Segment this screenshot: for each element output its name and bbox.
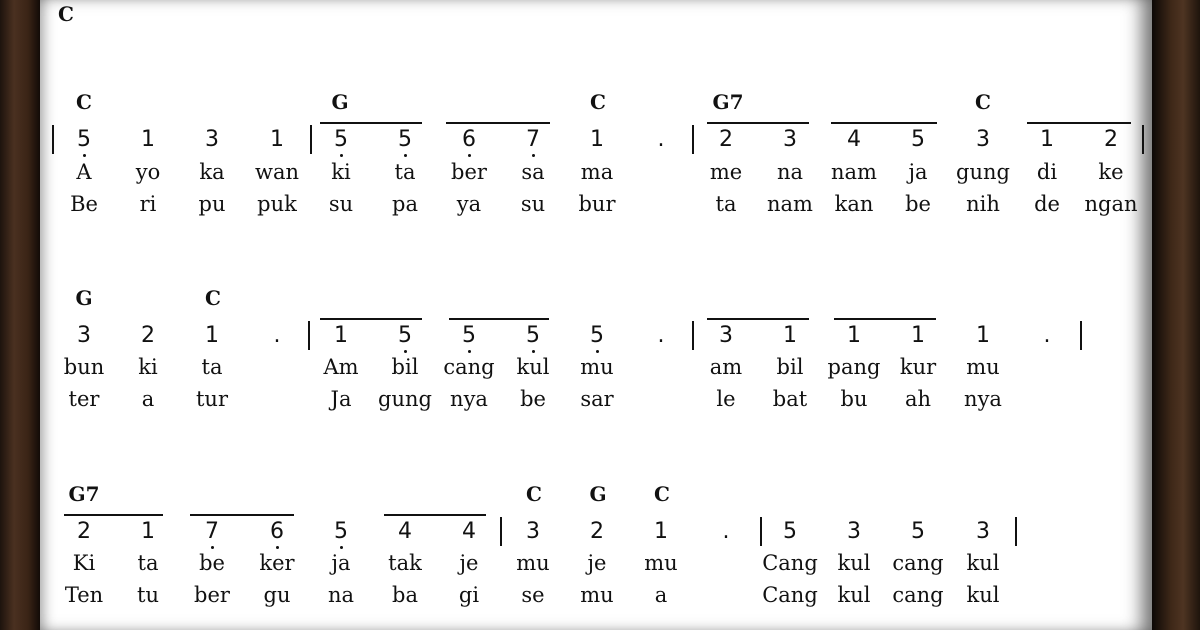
lyric-verse-2: bat — [772, 387, 808, 411]
lyric-verse-2: pa — [392, 192, 418, 216]
lyric-verse-2: a — [141, 387, 155, 411]
chord-symbol: C — [590, 90, 606, 114]
lyric-verse-2: na — [327, 583, 355, 607]
lyric-verse-1: bil — [391, 355, 419, 379]
chord-symbol: G — [331, 90, 349, 114]
lyric-verse-1: na — [776, 160, 804, 184]
beam-line — [190, 514, 294, 516]
note-dot: . — [657, 323, 665, 348]
lyric-verse-1: Ki — [72, 551, 96, 575]
note-number: 1 — [976, 323, 990, 348]
lyric-verse-2: ta — [715, 192, 737, 216]
lyric-verse-2: se — [521, 583, 545, 607]
lyric-verse-1: ta — [394, 160, 416, 184]
note-number: 5 — [77, 127, 91, 152]
lyric-verse-1: je — [587, 551, 607, 575]
note-number: 1 — [783, 323, 797, 348]
lyric-verse-2: Cang — [762, 583, 818, 607]
lyric-verse-1: cang — [443, 355, 495, 379]
bar-line — [760, 517, 762, 546]
lyric-verse-1: kul — [966, 551, 1000, 575]
lyric-verse-1: ki — [331, 160, 351, 184]
note-number: 1 — [205, 323, 219, 348]
note-number: 3 — [205, 127, 219, 152]
lyric-verse-1: ja — [331, 551, 351, 575]
lyric-verse-2: gu — [263, 583, 291, 607]
note-number: 5 — [526, 323, 540, 348]
note-number: 1 — [654, 519, 668, 544]
lyric-verse-1: yo — [135, 160, 161, 184]
lyric-verse-2: gi — [458, 583, 480, 607]
lyric-verse-1: mu — [580, 355, 614, 379]
lyric-verse-1: bil — [776, 355, 804, 379]
note-number: 7 — [205, 519, 219, 544]
note-number: 1 — [1040, 127, 1054, 152]
lyric-verse-1: nam — [831, 160, 877, 184]
lyric-verse-1: be — [199, 551, 225, 575]
chord-symbol: C — [205, 286, 221, 310]
chord-symbol: C — [76, 90, 92, 114]
lyric-verse-2: tur — [195, 387, 229, 411]
chord-symbol: G — [75, 286, 93, 310]
note-number: 1 — [847, 323, 861, 348]
beam-line — [64, 514, 163, 516]
lyric-verse-2: gung — [378, 387, 432, 411]
lyric-verse-2: ah — [904, 387, 932, 411]
lyric-verse-2: ya — [456, 192, 482, 216]
lyric-verse-2: ba — [392, 583, 418, 607]
lyric-verse-2: nya — [450, 387, 488, 411]
lyric-verse-1: me — [709, 160, 743, 184]
note-number: 6 — [270, 519, 284, 544]
note-number: 3 — [526, 519, 540, 544]
note-number: 2 — [141, 323, 155, 348]
lyric-verse-1: am — [709, 355, 743, 379]
note-number: 5 — [334, 519, 348, 544]
note-number: 4 — [462, 519, 476, 544]
lyric-verse-2: Ja — [330, 387, 352, 411]
lyric-verse-2: mu — [580, 583, 614, 607]
lyric-verse-1: ke — [1098, 160, 1124, 184]
bar-line — [500, 517, 502, 546]
lyric-verse-1: cang — [892, 551, 944, 575]
lyric-verse-2: Ten — [64, 583, 104, 607]
lyric-verse-2: bu — [840, 387, 868, 411]
lyric-verse-1: Cang — [762, 551, 818, 575]
note-dot: . — [273, 323, 281, 348]
note-dot: . — [657, 127, 665, 152]
lyric-verse-2: kul — [966, 583, 1000, 607]
note-number: 1 — [270, 127, 284, 152]
lyric-verse-1: mu — [644, 551, 678, 575]
note-number: 1 — [911, 323, 925, 348]
lyric-verse-2: ter — [68, 387, 100, 411]
note-number: 3 — [976, 127, 990, 152]
note-number: 1 — [141, 127, 155, 152]
note-number: 2 — [719, 127, 733, 152]
lyric-verse-2: kan — [834, 192, 874, 216]
note-number: 3 — [77, 323, 91, 348]
chord-symbol: G7 — [712, 90, 744, 114]
note-number: 4 — [847, 127, 861, 152]
lyric-verse-2: de — [1034, 192, 1060, 216]
chord-symbol: G — [589, 482, 607, 506]
lyric-verse-1: ki — [138, 355, 158, 379]
note-number: 7 — [526, 127, 540, 152]
note-number: 2 — [1104, 127, 1118, 152]
lyric-verse-2: pu — [198, 192, 226, 216]
note-number: 2 — [77, 519, 91, 544]
lyric-verse-1: ber — [451, 160, 487, 184]
chord-symbol: G7 — [68, 482, 100, 506]
lyric-verse-2: Be — [70, 192, 98, 216]
bar-line — [1015, 517, 1017, 546]
note-number: 5 — [334, 127, 348, 152]
lyric-verse-2: nya — [964, 387, 1002, 411]
lyric-verse-1: pang — [827, 355, 881, 379]
note-number: 3 — [847, 519, 861, 544]
chord-symbol: C — [654, 482, 670, 506]
lyric-verse-2: ri — [139, 192, 157, 216]
lyric-verse-1: gung — [956, 160, 1010, 184]
lyric-verse-2: cang — [892, 583, 944, 607]
chord-symbol: C — [975, 90, 991, 114]
lyric-verse-2: be — [520, 387, 546, 411]
lyric-verse-2: su — [328, 192, 354, 216]
lyric-verse-1: ta — [201, 355, 223, 379]
lyric-verse-2: kul — [837, 583, 871, 607]
lyric-verse-1: ta — [137, 551, 159, 575]
lyric-verse-1: je — [459, 551, 479, 575]
lyric-verse-2: tu — [137, 583, 159, 607]
lyric-verse-1: di — [1036, 160, 1058, 184]
note-number: 1 — [590, 127, 604, 152]
lyric-verse-1: bun — [63, 355, 105, 379]
lyric-verse-1: tak — [388, 551, 422, 575]
note-number: 3 — [783, 127, 797, 152]
note-number: 5 — [590, 323, 604, 348]
lyric-verse-1: kul — [516, 355, 550, 379]
lyric-verse-2: bur — [578, 192, 616, 216]
note-dot: . — [1043, 323, 1051, 348]
lyric-verse-1: A — [76, 160, 92, 184]
note-number: 2 — [590, 519, 604, 544]
note-number: 3 — [719, 323, 733, 348]
lyric-verse-2: sar — [580, 387, 614, 411]
lyric-verse-2: be — [905, 192, 931, 216]
lyric-verse-1: mu — [516, 551, 550, 575]
lyric-verse-1: ma — [580, 160, 614, 184]
note-number: 4 — [398, 519, 412, 544]
lyric-verse-2: ber — [194, 583, 230, 607]
note-number: 5 — [783, 519, 797, 544]
note-number: 6 — [462, 127, 476, 152]
lyric-verse-1: ker — [259, 551, 295, 575]
note-number: 5 — [911, 519, 925, 544]
note-number: 1 — [141, 519, 155, 544]
lyric-verse-1: wan — [254, 160, 300, 184]
lyric-verse-1: ja — [908, 160, 928, 184]
lyric-verse-2: ngan — [1084, 192, 1138, 216]
lyric-verse-2: le — [716, 387, 736, 411]
lyric-verse-1: kur — [899, 355, 937, 379]
lyric-verse-1: mu — [966, 355, 1000, 379]
lyric-verse-2: a — [654, 583, 668, 607]
lyric-verse-1: Am — [323, 355, 359, 379]
lyric-verse-1: sa — [521, 160, 545, 184]
note-number: 3 — [976, 519, 990, 544]
lyric-verse-2: nam — [767, 192, 813, 216]
lyric-verse-1: kul — [837, 551, 871, 575]
note-dot: . — [722, 519, 730, 544]
key-signature: C — [58, 2, 74, 26]
lyric-verse-1: ka — [199, 160, 225, 184]
note-number: 5 — [398, 127, 412, 152]
chord-symbol: C — [526, 482, 542, 506]
note-number: 1 — [334, 323, 348, 348]
lyric-verse-2: puk — [257, 192, 297, 216]
beam-line — [384, 514, 486, 516]
note-number: 5 — [398, 323, 412, 348]
lyric-verse-2: nih — [966, 192, 1000, 216]
note-number: 5 — [911, 127, 925, 152]
lyric-verse-2: su — [520, 192, 546, 216]
note-number: 5 — [462, 323, 476, 348]
